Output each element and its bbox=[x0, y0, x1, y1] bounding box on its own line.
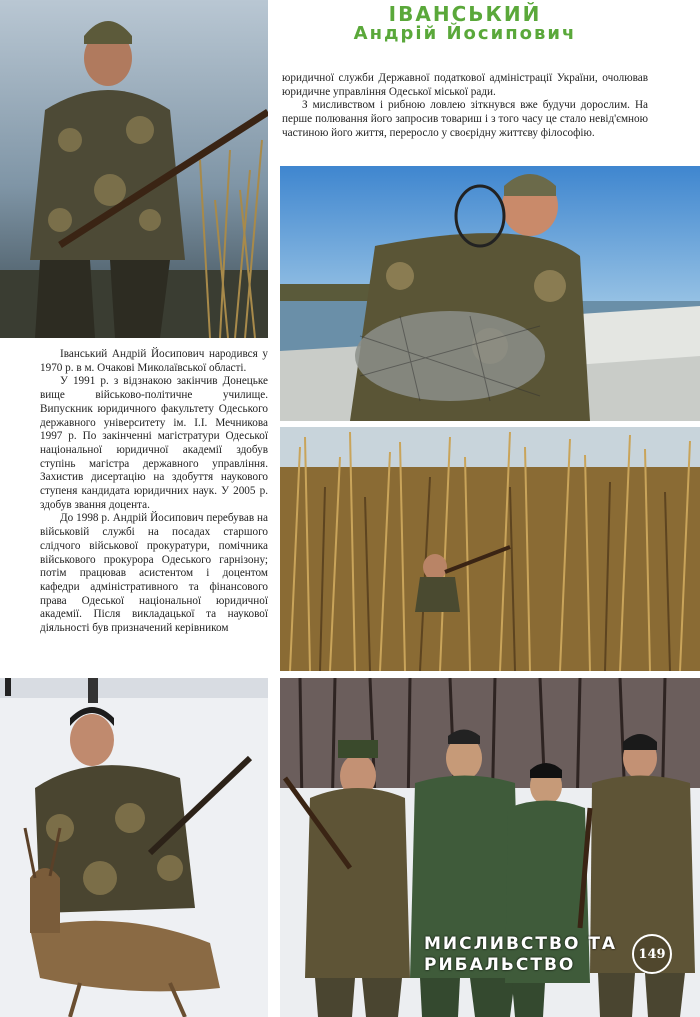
photo-hunter-with-roe-deer bbox=[0, 678, 268, 1017]
title-name: Андрій Йосипович bbox=[353, 23, 577, 44]
magazine-logo bbox=[424, 934, 624, 976]
photo-fisherman-with-net bbox=[280, 166, 700, 421]
page-number: 149 bbox=[632, 934, 672, 974]
paragraph: До 1998 р. Андрій Йосипович перебував на військовій службі на посадах старшого слідчого військової прокуратури, помічника військового прокурора Одеського гарнізону; потім працював асистентом і доцентом кафедри адміністративного та фінансового права Одеської національної юридичної академії. Після викладацької та наукової діяльності був призначений керівником bbox=[40, 512, 268, 635]
left-column-text bbox=[40, 348, 268, 636]
logo-line-2: РИБАЛЬСТВО bbox=[424, 955, 576, 975]
right-column-text bbox=[282, 72, 648, 141]
logo-line-1: МИСЛИВСТВО ТА bbox=[424, 934, 618, 954]
paragraph: З мисливством і рибною ловлею зіткнувся вже будучи дорослим. На перше полювання його запросив товариш і з того часу це стало невід'ємною частиною його життя, переросло у своєрідну життєву філософію. bbox=[282, 99, 648, 139]
photo-hunter-in-reeds bbox=[280, 427, 700, 671]
title-surname: ІВАНСЬКИЙ bbox=[388, 2, 542, 26]
photo-hunter-with-shotgun bbox=[0, 0, 268, 338]
paragraph: Іванський Андрій Йосипович народився у 1970 р. в м. Очакові Миколаївської області. bbox=[40, 348, 268, 374]
paragraph: У 1991 р. з відзнакою закінчив Донецьке вище військово-політичне училище. Випускник юридичного факультету Одеського державного університету ім. І.І. Мечникова 1997 р. По закінченні магістратури Одеської національної юридичної академії здобув ступінь магістра державного управління. Захистив дисертацію на здобуття наукового ступеня кандидата юридичних наук. У 2005 р. здобув звання доцента. bbox=[40, 375, 268, 511]
article-title bbox=[282, 4, 648, 44]
paragraph: юридичної служби Державної податкової адміністрації України, очолював юридичне управління Одеської міської ради. bbox=[282, 72, 648, 98]
